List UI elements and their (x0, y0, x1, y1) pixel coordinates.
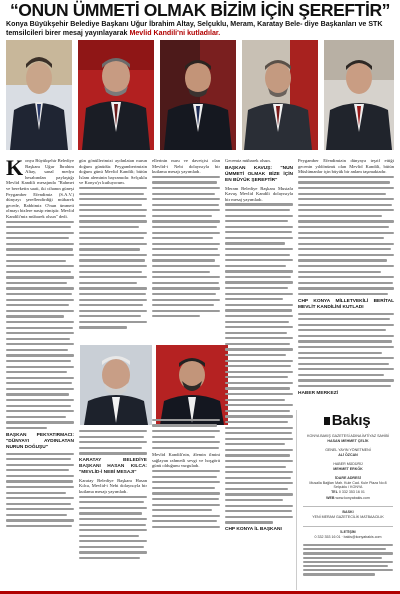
body-text-block (298, 313, 394, 388)
divider (303, 526, 393, 527)
subheading: KARATAY BELEDİYE BAŞKANI HASAN KILCA: "MEVLİD-İ NEBİ MESAJI" (79, 457, 147, 475)
portrait-photo-4 (242, 40, 318, 150)
imprint-print: BASKI YENİ MERAM GAZETECİLİK MATBAACILIK (312, 510, 384, 519)
column-4-text-2: Meram Belediye Başkanı Mustafa Kavuş Mevlid Kandili dolayısıyla bir mesaj yayımladı. (225, 185, 293, 202)
column-2 (79, 158, 147, 563)
body-text-block (152, 419, 220, 449)
body-text-block (79, 187, 147, 329)
dropcap: K (6, 158, 24, 180)
subheading: CHP KONYA İL BAŞKANI (225, 526, 282, 532)
imprint-publisher: KONYA BAKIŞ GAZETESİ ADINA İMTİYAZ SAHİBİ HASAN MEHMET ÇELİK (307, 434, 389, 443)
column-2-text: gün gönüllerimizi aydınlatan nurun doğum günüdür. Peygamberimizin doğum günü Mevlid Kandili; bütün İslam aleminin bayramıdır. Selçuklu ve Konya'yı kutluyorum. (79, 158, 147, 186)
body-text-block (79, 496, 147, 560)
body-text-block (6, 453, 74, 528)
column-3 (152, 158, 220, 531)
body-text-block (6, 221, 74, 430)
deck-highlight: Mevlid Kandili'ni kutladılar. (129, 29, 221, 37)
byline: HABER MERKEZİ (298, 390, 338, 396)
column-3-text: ellerinin nuru ve davetçisi olan Mevlid-i Nebi dolayısıyla bir kutlama mesajı yayımladı. (152, 158, 220, 175)
article-columns (6, 158, 292, 578)
body-text-block (298, 176, 394, 295)
headline: “ONUN ÜMMETİ OLMAK BİZİM İÇİN ŞEREFTİR” (9, 0, 391, 20)
imprint-web: WEB www.konyabakis.com (326, 496, 370, 500)
portrait-photo-5 (324, 40, 394, 150)
imprint-editor: GENEL YAYIN YÖNETMENİ ALİ ÖZCAN (325, 448, 371, 457)
deck-lead: Konya Büyükşehir Belediye Başkanı Uğur İbrahim Altay, Selçuklu, Meram, Karatay Bele- diye Başkanları ve STK temsilcileri birer mesaj yayınlayarak (6, 20, 383, 37)
divider (303, 506, 393, 507)
portrait-photo-3 (160, 40, 236, 150)
column-2-text-2: Karatay Belediye Başkanı Hasan Kılca, Mevlid-i Nebi dolayısıyla bir kutlama mesajı yayımladı. (79, 477, 147, 495)
column-3-text-2: Mevlid Kandili'nin, âlemin ilmini sağlayan rahmetli sevgi ve hoşgörü günü olduğunu vurguladı. (152, 452, 220, 469)
body-text-block (152, 470, 220, 528)
masthead-logo: Bakış (297, 412, 397, 429)
subheading: CHP KONYA MİLLETVEKİLİ BERİTAL MEVLİT KANDİLİNİ KUTLADI (298, 298, 394, 310)
imprint-news: HABER MÜDÜRÜ MEHMET ERKÖK (333, 462, 363, 471)
column-4 (225, 158, 293, 535)
portrait-photo-2 (78, 40, 154, 150)
body-text-block (152, 176, 220, 318)
column-4-text: Gecemiz mübarek olsun. (225, 158, 271, 163)
subheading: BAŞKAN KAVUŞ: "NUN ÜMMETİ OLMAK BİZE İÇİN EN BÜYÜK ŞEREFTİR" (225, 165, 293, 183)
body-text-block (79, 430, 147, 455)
column-5 (298, 158, 394, 408)
column-1-text: onya Büyükşehir Belediye Başkanı Uğur İbrahim Altay, sanal medya hesabından paylaştığı Mevlid Kandili mesajında "Rahmet ve bereketin saati, iki cihanın güneşi Peygamber Efendimiz (S.A.V.) dünyayı şereflendirdiği mübarek gecede, Rabbimiz O'nun ümmeti olmayı bizlere nasip etmiştir. Mevlid Kandili'miz mübarek olsun" dedi. (6, 158, 74, 219)
imprint-address: İDARE ADRESİ Musalla Bağları Mah. Kule Cad. Kule Plaza No:8 Selçuklu / KONYA (309, 476, 387, 490)
imprint-contact: İLETİŞİM 0 332 353 16 01 · bakis@konyabakis.com (314, 530, 382, 539)
column-1 (6, 158, 74, 531)
imprint-box (296, 410, 397, 590)
deck (6, 20, 394, 38)
portrait-photo-1 (6, 40, 72, 150)
imprint-phone: TEL 0 332 353 16 01 (331, 490, 365, 494)
subheading: BAŞKAN PEKYATIRMACI: "DÜNYAYI AYDINLATAN NURUN DOĞUŞU" (6, 432, 74, 450)
logo-mark-icon (324, 417, 330, 425)
body-text-block (225, 203, 293, 523)
column-5-text: Peygamber Efendimizin dünyaya teşrif ettiği gecenin yıldönümü olan Mevlid Kandili, bütün Müslümanlar için büyük bir anlam taşımaktadır. (298, 158, 394, 175)
imprint-fine-print (303, 544, 393, 578)
